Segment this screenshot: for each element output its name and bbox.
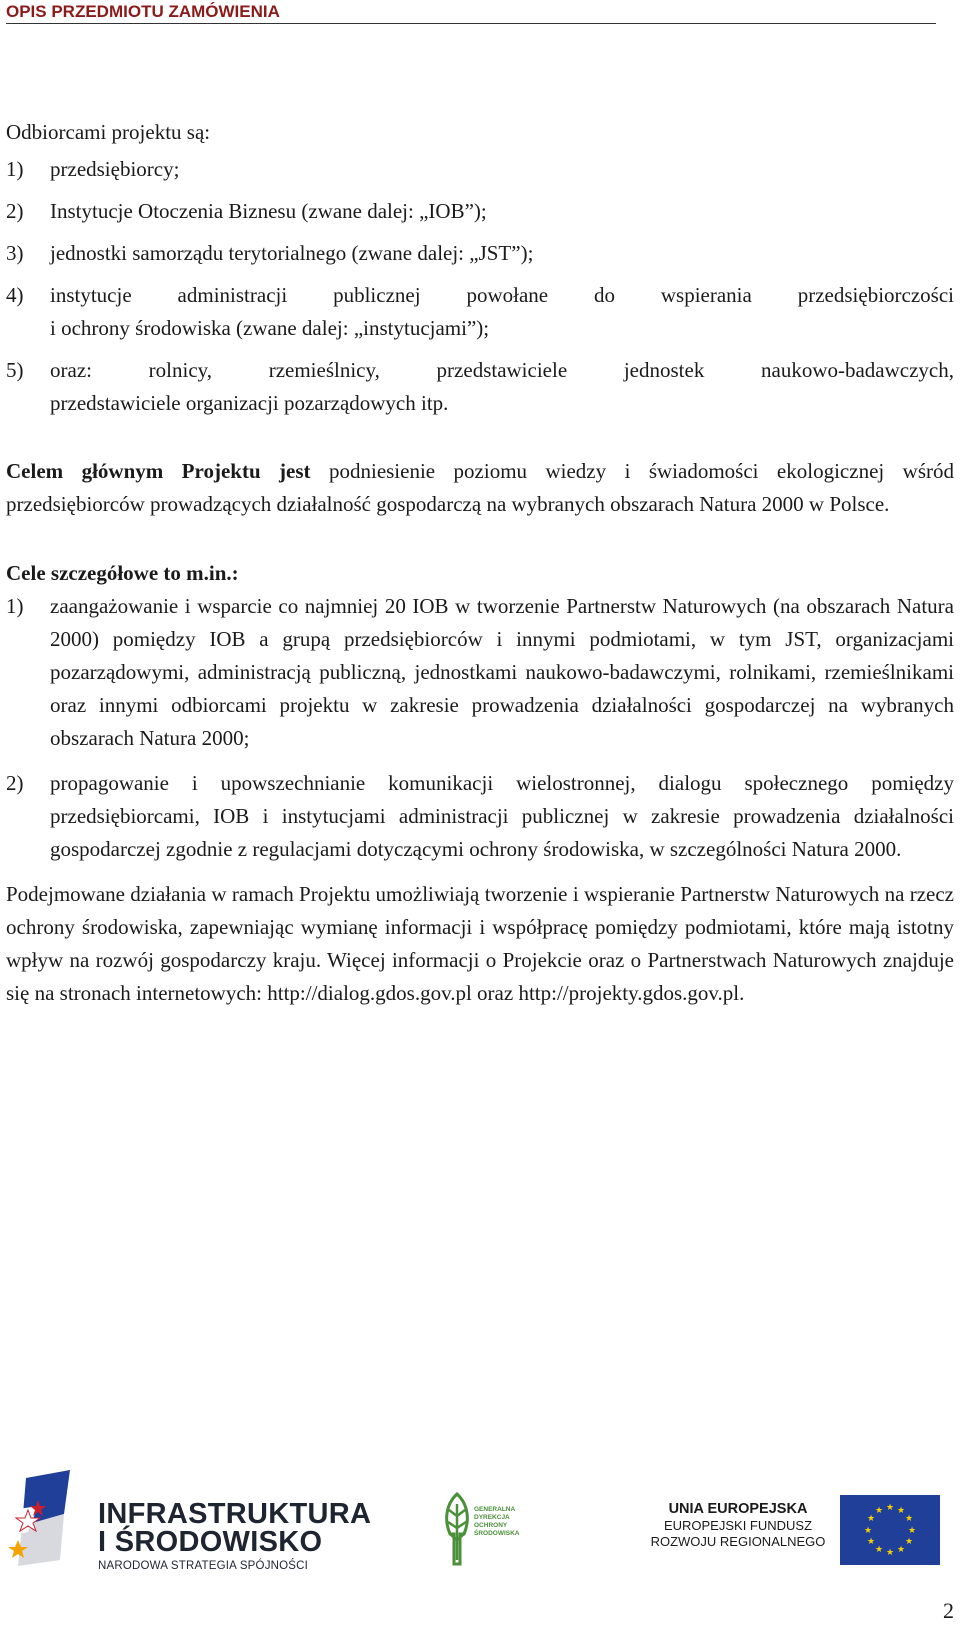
svg-text:★: ★ [896,1506,906,1516]
svg-text:★: ★ [874,1545,884,1555]
list-item [6,279,954,345]
eu-fund-line: EUROPEJSKI FUNDUSZ [663,1518,813,1533]
list-text [50,279,954,345]
list-text: Instytucje Otoczenia Biznesu (zwane dalej: „IOB”); [50,199,487,223]
list-number: 3) [6,241,24,265]
infra-title-line: INFRASTRUKTURA [98,1498,372,1530]
svg-text:★: ★ [904,1537,914,1547]
eu-logo [650,1495,940,1565]
infra-subtitle: NARODOWA STRATEGIA SPÓJNOŚCI [98,1560,309,1572]
page-header: OPIS PRZEDMIOTU ZAMÓWIENIA [6,2,936,24]
nss-flag-icon [8,1470,98,1570]
list-text-line: przedstawiciele organizacji pozarządowych itp. [50,391,449,415]
list-item [6,590,954,755]
eu-fund-line: ROZWOJU REGIONALNEGO [650,1534,826,1549]
gdos-text-line: ŚRODOWISKA [474,1530,520,1537]
svg-text:★: ★ [904,1514,914,1524]
svg-text:★: ★ [885,1548,895,1558]
list-number: 1) [6,157,24,181]
svg-text:★: ★ [885,1503,895,1513]
list-text: propagowanie i upowszechnianie komunikacji wielostronnej, dialogu społecznego pomiędzy przedsiębiorcami, IOB i instytucjami administracji publicznej w zakresie prowadzenia działalności gospodarczej zgodnie z regulacjami dotyczącymi ochrony środowiska, w szczególności Natura 2000. [50,771,954,861]
list-number: 2) [6,771,24,795]
list-text [50,354,954,420]
list-item [6,354,954,420]
svg-text:★: ★ [863,1526,873,1536]
svg-text:★: ★ [866,1537,876,1547]
list-text-line: oraz: rolnicy, rzemieślnicy, przedstawiciele jednostek naukowo-badawczych, [50,358,954,382]
svg-text:★: ★ [896,1545,906,1555]
list-item [6,153,954,186]
gdos-logo [440,1490,530,1568]
list-number: 5) [6,358,24,382]
recipients-intro: Odbiorcami projektu są: [6,120,211,144]
infrastruktura-srodowisko-logo [8,1470,372,1572]
specific-goals-heading: Cele szczegółowe to m.in.: [6,561,239,585]
eu-title: UNIA EUROPEJSKA [668,1501,808,1517]
infra-title-line: I ŚRODOWISKO [98,1526,323,1558]
tree-icon [440,1490,474,1568]
list-item [6,237,954,270]
list-text: przedsiębiorcy; [50,157,180,181]
list-number: 4) [6,283,24,307]
gdos-text-line: GENERALNA [474,1506,516,1513]
list-text-line: instytucje administracji publicznej powołane do wspierania przedsiębiorczości [50,283,954,307]
svg-text:★: ★ [874,1506,884,1516]
gdos-text-line: OCHRONY [474,1522,508,1529]
list-item [6,767,954,866]
list-text: jednostki samorządu terytorialnego (zwane dalej: „JST”); [50,241,534,265]
main-goal-text: podniesienie poziomu wiedzy i świadomości ekologicznej wśród przedsiębiorców prowadzących działalność gospodarczą na wybranych obszarach Natura 2000 w Polsce. [6,459,954,516]
list-number: 1) [6,594,24,618]
list-number: 2) [6,199,24,223]
document-body [6,116,954,1010]
eu-flag-icon [840,1495,940,1565]
footer-logos [0,1470,960,1590]
list-text: zaangażowanie i wsparcie co najmniej 20 IOB w tworzenie Partnerstw Naturowych (na obszarach Natura 2000) pomiędzy IOB a grupą przedsiębiorców i innymi podmiotami, w tym JST, organizacjami pozarządowymi, administracją publiczną, jednostkami naukowo-badawczymi, rolnikami, rzemieślnikami oraz innymi odbiorcami projektu w zakresie prowadzenia działalności gospodarczej na wybranych obszarach Natura 2000; [50,594,954,750]
main-goal-label: Celem głównym Projektu jest [6,459,311,483]
svg-text:★: ★ [866,1514,876,1524]
gdos-text-line: DYREKCJA [474,1514,510,1521]
main-goal-paragraph [6,455,954,521]
list-item [6,195,954,228]
list-text-line: i ochrony środowiska (zwane dalej: „instytucjami”); [50,316,490,340]
svg-text:★: ★ [907,1526,917,1536]
closing-paragraph: Podejmowane działania w ramach Projektu umożliwiają tworzenie i wspieranie Partnerstw Naturowych na rzecz ochrony środowiska, zapewniając wymianę informacji i współpracę pomiędzy podmiotami, które mają istotny wpływ na rozwój gospodarczy kraju. Więcej informacji o Projekcie oraz o Partnerstwach Naturowych znajduje się na stronach internetowych: http://dialog.gdos.gov.pl oraz http://projekty.gdos.gov.pl. [6,882,954,1005]
page-number: 2 [943,1598,954,1623]
